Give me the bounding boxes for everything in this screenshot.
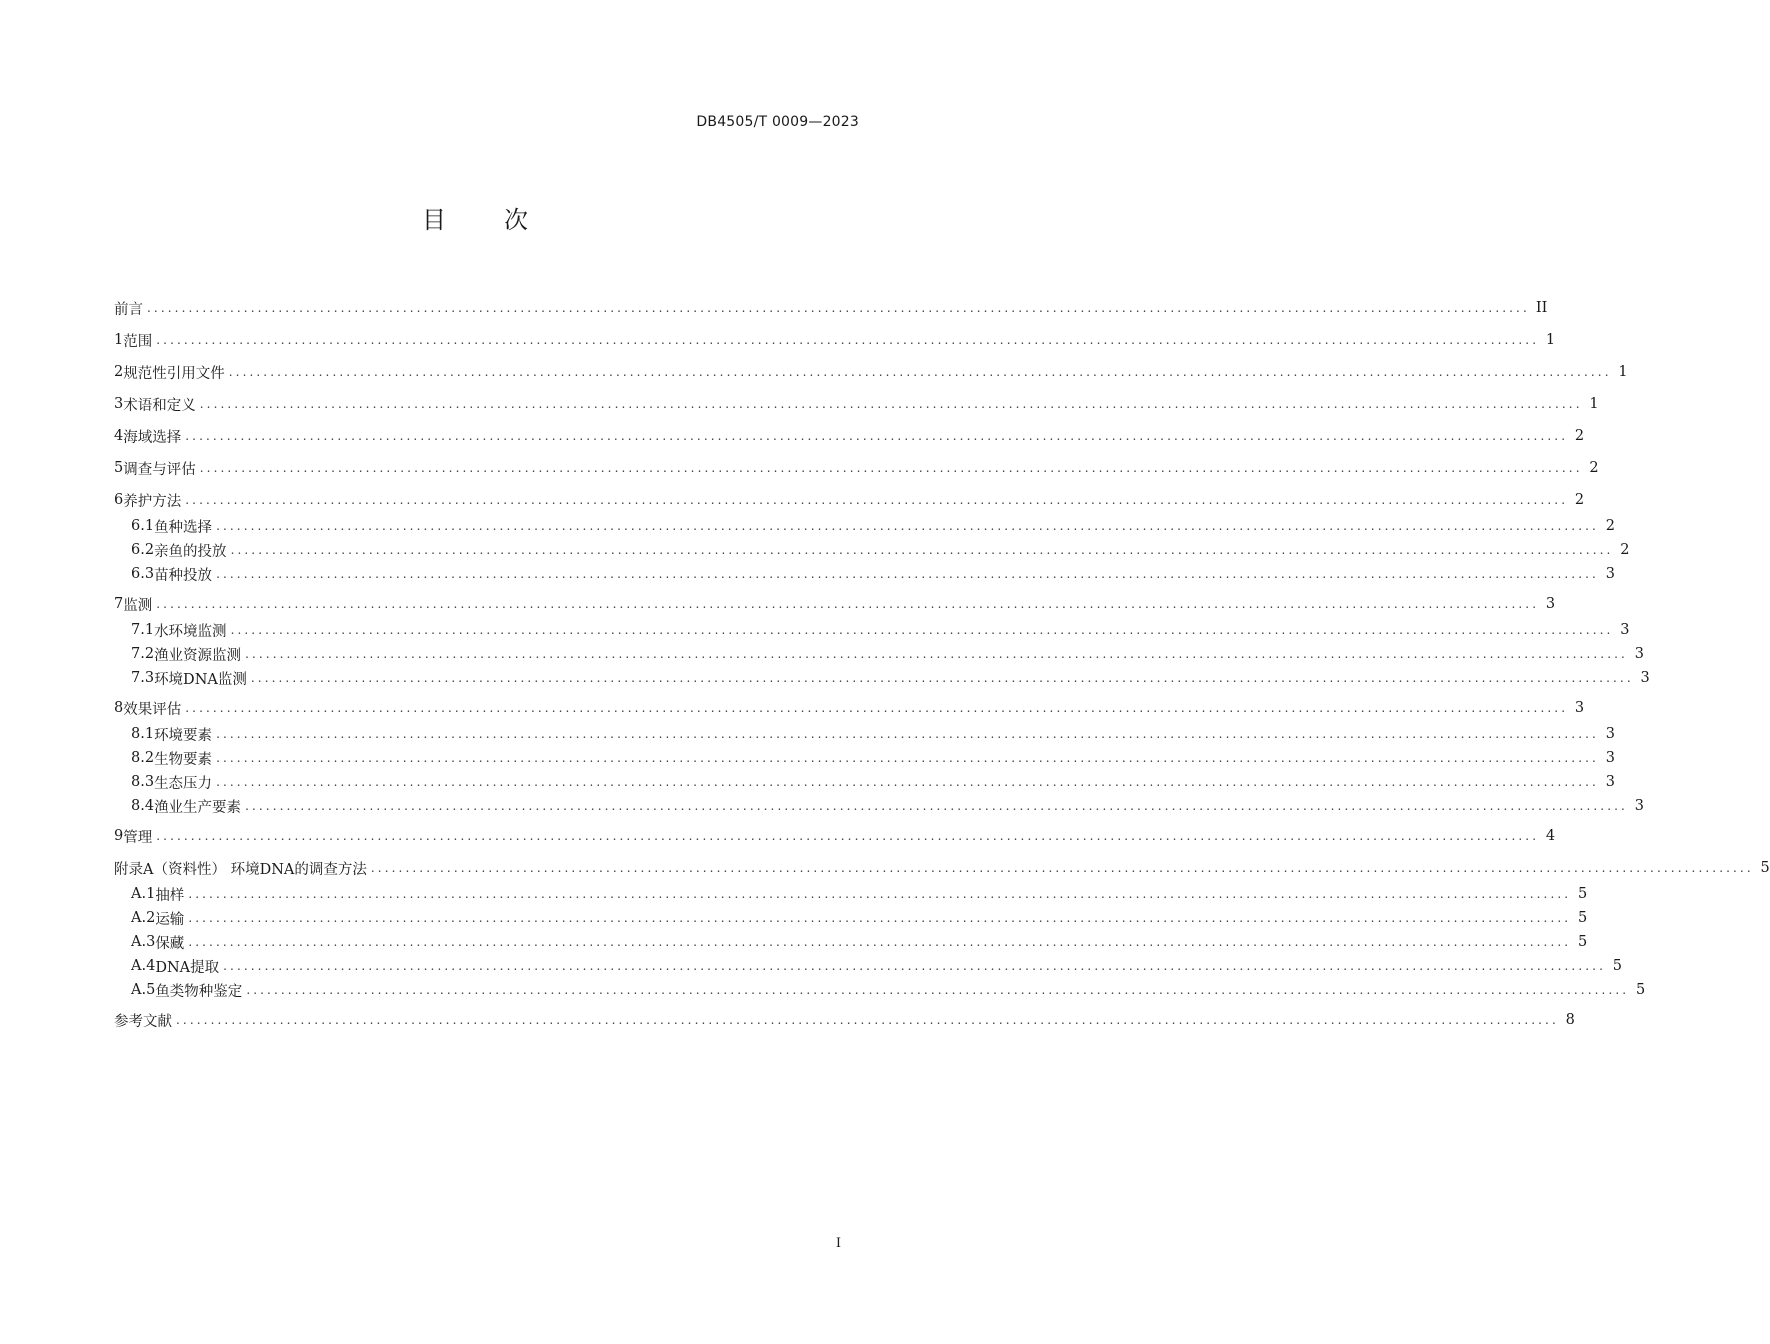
toc-entry-label: 前言 <box>114 301 143 318</box>
toc-entry-page: 3 <box>1620 622 1630 638</box>
toc-entry-number: 8.3 <box>131 774 155 790</box>
toc-entry[interactable] <box>114 458 1599 478</box>
toc-entry-number: 8.2 <box>131 750 155 766</box>
toc-entry-page: 3 <box>1605 774 1615 790</box>
toc-entry-page: 4 <box>1545 828 1556 844</box>
toc-entry-number: 5 <box>114 460 124 476</box>
toc-entry-label: 监测 <box>123 597 153 614</box>
toc-entry[interactable] <box>131 980 1646 1000</box>
toc-entry-label: 术语和定义 <box>123 397 196 414</box>
toc-entry[interactable] <box>114 698 1585 718</box>
toc-leader-dots: ........................................................................................................................................................................................................ <box>216 727 1599 741</box>
toc-entry-label: 生态压力 <box>154 775 213 792</box>
toc-entry[interactable] <box>131 748 1615 768</box>
toc-entry[interactable] <box>114 490 1585 510</box>
toc-entry-page: 3 <box>1605 566 1615 582</box>
toc-entry-number: A.1 <box>131 886 156 902</box>
toc-leader-dots: ........................................................................................................................................................................................................ <box>199 461 1583 475</box>
toc-entry-number: 7.3 <box>131 670 155 686</box>
toc-entry-number: A.5 <box>131 982 156 998</box>
toc-entry[interactable] <box>114 394 1599 414</box>
toc-leader-dots: ........................................................................................................................................................................................................ <box>223 959 1606 973</box>
toc-entry-page: 2 <box>1605 518 1615 534</box>
toc-entry-label: 效果评估 <box>123 701 182 718</box>
toc-entry[interactable] <box>131 796 1644 816</box>
toc-entry[interactable] <box>114 1010 1575 1030</box>
toc-entry-number: A.2 <box>131 910 156 926</box>
toc-entry-label: 鱼类物种鉴定 <box>155 983 243 1000</box>
toc-entry-label: 规范性引用文件 <box>123 365 225 382</box>
toc-entry-page: 5 <box>1577 934 1588 950</box>
toc-entry-number: 6.2 <box>131 542 155 558</box>
toc-leader-dots: ........................................................................................................................................................................................................ <box>230 623 1614 637</box>
toc-entry-label: 养护方法 <box>123 493 182 510</box>
toc-entry-page: 5 <box>1577 910 1588 926</box>
toc-leader-dots: ........................................................................................................................................................................................................ <box>245 799 1628 813</box>
toc-entry-number: A.4 <box>131 958 156 974</box>
toc-entry-page: 2 <box>1574 492 1585 508</box>
toc-entry-number: 2 <box>114 364 124 380</box>
toc-entry-label: 附录A（资料性） 环境DNA的调查方法 <box>114 861 367 878</box>
toc-entry[interactable] <box>131 884 1588 904</box>
toc-entry-page: 8 <box>1565 1012 1575 1028</box>
toc-entry-number: 8 <box>114 700 124 716</box>
toc-leader-dots: ........................................................................................................................................................................................................ <box>185 429 1569 443</box>
toc-entry[interactable] <box>131 668 1650 688</box>
toc-entry-page: 3 <box>1634 646 1644 662</box>
toc-entry-label: 范围 <box>123 333 153 350</box>
toc-entry-label: 亲鱼的投放 <box>154 543 227 560</box>
toc-entry-label: 运输 <box>155 911 185 928</box>
toc-leader-dots: ........................................................................................................................................................................................................ <box>147 301 1530 315</box>
toc-leader-dots: ........................................................................................................................................................................................................ <box>370 861 1754 875</box>
title-char-2: 次 <box>504 206 528 234</box>
toc-entry-page: 3 <box>1605 726 1615 742</box>
toc-leader-dots: ........................................................................................................................................................................................................ <box>230 543 1614 557</box>
toc-entry[interactable] <box>114 826 1556 846</box>
toc-entry-label: 水环境监测 <box>154 623 227 640</box>
document-code: DB4505/T 0009—2023 <box>696 114 859 130</box>
page-title <box>0 200 950 235</box>
toc-entry[interactable] <box>114 298 1548 318</box>
toc-entry-page: 5 <box>1612 958 1622 974</box>
toc-leader-dots: ........................................................................................................................................................................................................ <box>216 751 1599 765</box>
toc-entry-page: 2 <box>1620 542 1630 558</box>
toc-leader-dots: ........................................................................................................................................................................................................ <box>188 911 1572 925</box>
toc-leader-dots: ........................................................................................................................................................................................................ <box>245 647 1628 661</box>
toc-leader-dots: ........................................................................................................................................................................................................ <box>216 519 1599 533</box>
toc-entry-page: II <box>1535 300 1548 316</box>
toc-leader-dots: ........................................................................................................................................................................................................ <box>216 775 1599 789</box>
toc-entry-number: 9 <box>114 828 124 844</box>
toc-entry-number: 8.4 <box>131 798 155 814</box>
toc-entry-label: 苗种投放 <box>154 567 213 584</box>
toc-entry-label: 渔业生产要素 <box>154 799 242 816</box>
toc-entry[interactable] <box>131 620 1630 640</box>
toc-entry[interactable] <box>131 932 1588 952</box>
toc-entry-page: 3 <box>1640 670 1650 686</box>
toc-entry-label: 渔业资源监测 <box>154 647 242 664</box>
toc-entry-page: 1 <box>1618 364 1628 380</box>
toc-entry-page: 5 <box>1760 860 1770 876</box>
toc-entry-label: 鱼种选择 <box>154 519 213 536</box>
toc-entry-number: 3 <box>114 396 124 412</box>
toc-entry-number: 7 <box>114 596 124 612</box>
toc-entry-page: 1 <box>1545 332 1556 348</box>
toc-entry-label: 环境要素 <box>154 727 213 744</box>
toc-leader-dots: ........................................................................................................................................................................................................ <box>188 887 1572 901</box>
toc-entry-number: 6 <box>114 492 124 508</box>
toc-entry[interactable] <box>114 330 1556 350</box>
toc-entry-number: 7.1 <box>131 622 155 638</box>
toc-entry[interactable] <box>131 908 1588 928</box>
toc-entry-page: 3 <box>1574 700 1585 716</box>
toc-entry-label: 管理 <box>123 829 153 846</box>
page-number: I <box>835 1236 841 1251</box>
toc-entry[interactable] <box>131 772 1615 792</box>
toc-entry[interactable] <box>131 956 1622 976</box>
toc-leader-dots: ........................................................................................................................................................................................................ <box>246 983 1630 997</box>
toc-entry-label: 生物要素 <box>154 751 213 768</box>
toc-entry-label: DNA提取 <box>155 959 220 976</box>
toc-entry-number: A.3 <box>131 934 156 950</box>
toc-leader-dots: ........................................................................................................................................................................................................ <box>156 829 1540 843</box>
toc-leader-dots: ........................................................................................................................................................................................................ <box>216 567 1599 581</box>
toc-entry-number: 6.1 <box>131 518 155 534</box>
toc-leader-dots: ........................................................................................................................................................................................................ <box>199 397 1583 411</box>
toc-entry[interactable] <box>114 426 1585 446</box>
title-char-1: 目 <box>422 206 446 234</box>
toc-entry-page: 1 <box>1589 396 1599 412</box>
toc-entry-number: 4 <box>114 428 124 444</box>
toc-entry[interactable] <box>114 362 1628 382</box>
toc-leader-dots: ........................................................................................................................................................................................................ <box>176 1013 1559 1027</box>
toc-entry-label: 海域选择 <box>123 429 182 446</box>
toc-entry[interactable] <box>131 564 1615 584</box>
toc-entry-label: 抽样 <box>155 887 185 904</box>
toc-entry-page: 3 <box>1545 596 1556 612</box>
toc-entry-label: 参考文献 <box>114 1013 172 1030</box>
toc-entry-label: 调查与评估 <box>123 461 196 478</box>
toc-entry-page: 2 <box>1574 428 1585 444</box>
toc-leader-dots: ........................................................................................................................................................................................................ <box>188 935 1572 949</box>
toc-leader-dots: ........................................................................................................................................................................................................ <box>156 333 1540 347</box>
toc-entry-number: 1 <box>114 332 124 348</box>
toc-entry-page: 3 <box>1634 798 1644 814</box>
toc-leader-dots: ........................................................................................................................................................................................................ <box>156 597 1540 611</box>
toc-entry-label: 保藏 <box>155 935 185 952</box>
toc-leader-dots: ........................................................................................................................................................................................................ <box>185 493 1569 507</box>
toc-entry-page: 2 <box>1589 460 1599 476</box>
toc-entry[interactable] <box>131 540 1630 560</box>
toc-entry[interactable] <box>131 644 1644 664</box>
toc-entry[interactable] <box>131 724 1615 744</box>
toc-entry[interactable] <box>114 858 1770 878</box>
toc-entry[interactable] <box>114 594 1556 614</box>
toc-entry-label: 环境DNA监测 <box>154 671 247 688</box>
toc-leader-dots: ........................................................................................................................................................................................................ <box>228 365 1612 379</box>
toc-entry-page: 3 <box>1605 750 1615 766</box>
toc-entry-page: 5 <box>1635 982 1646 998</box>
toc-entry[interactable] <box>131 516 1615 536</box>
toc-entry-number: 7.2 <box>131 646 155 662</box>
toc-entry-number: 8.1 <box>131 726 155 742</box>
toc-entry-number: 6.3 <box>131 566 155 582</box>
toc-leader-dots: ........................................................................................................................................................................................................ <box>250 671 1634 685</box>
toc-leader-dots: ........................................................................................................................................................................................................ <box>185 701 1569 715</box>
toc-entry-page: 5 <box>1577 886 1588 902</box>
